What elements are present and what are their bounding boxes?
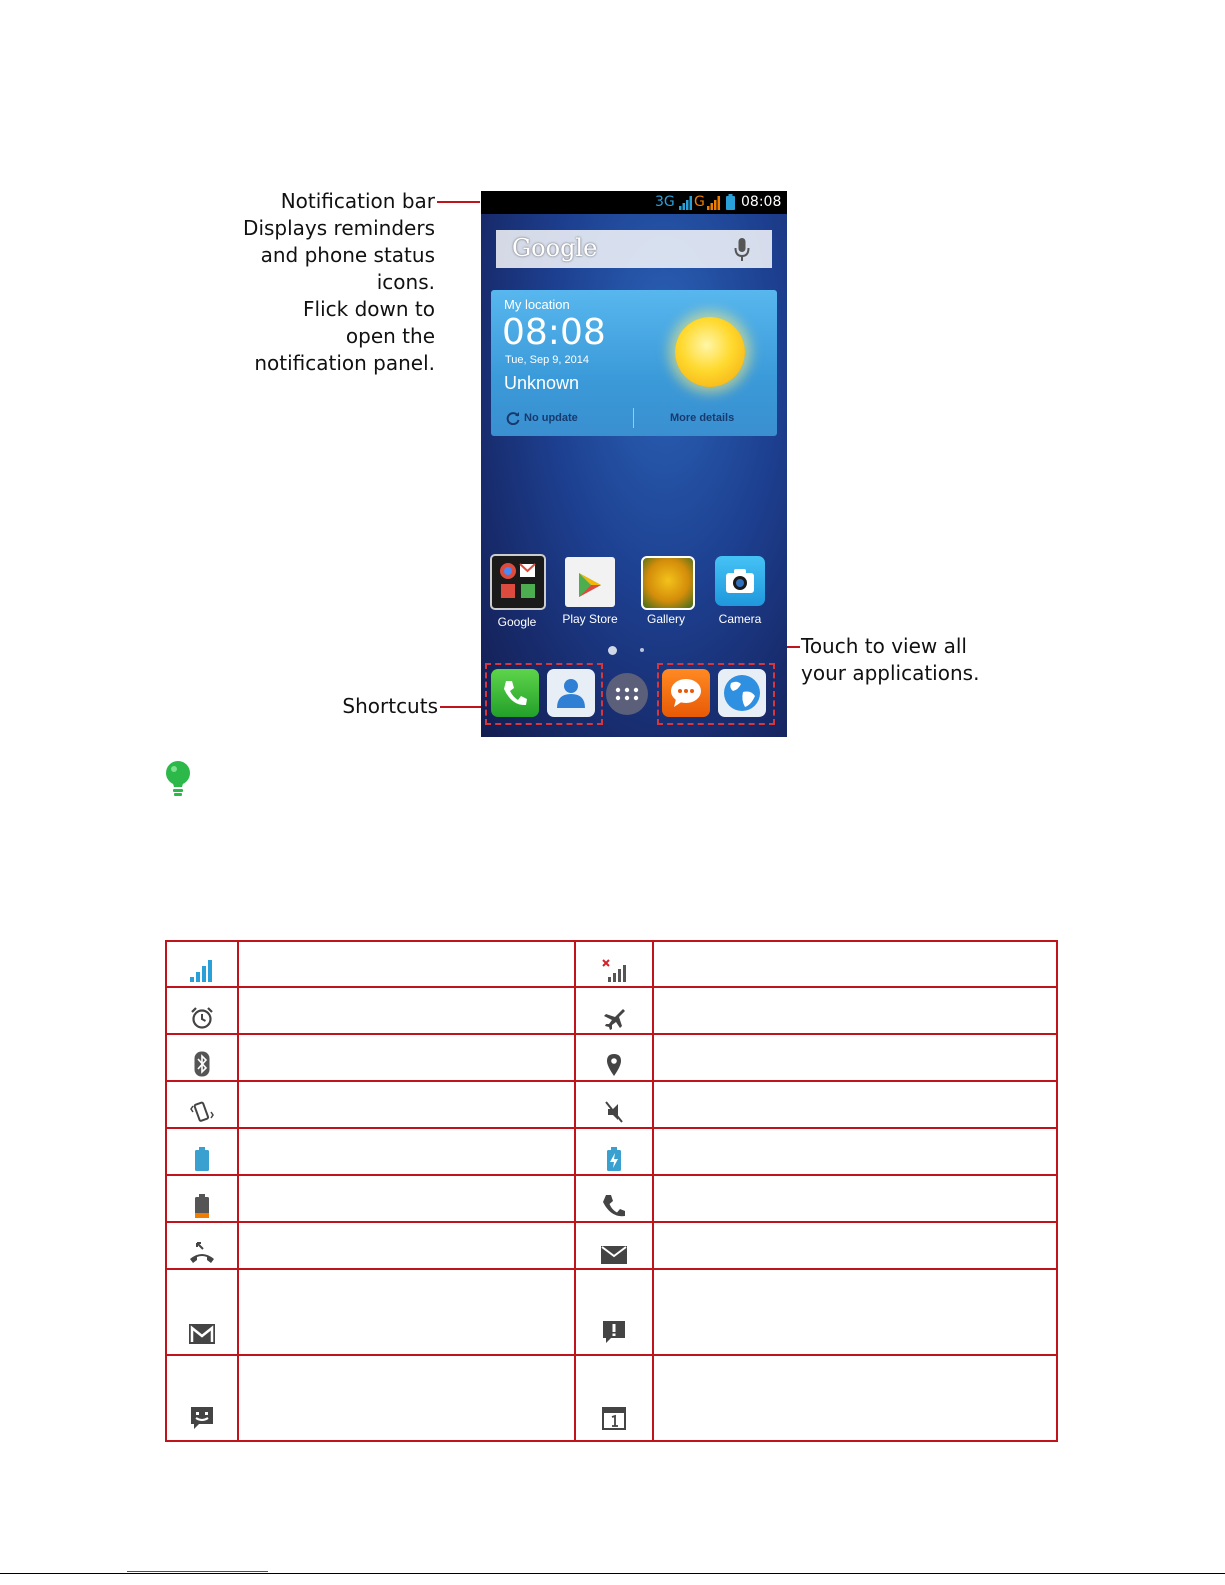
phone-app-icon[interactable] (491, 669, 539, 717)
play-store-icon[interactable] (565, 557, 615, 607)
all-apps-callout (801, 633, 991, 687)
icon-cell (575, 987, 653, 1034)
icon-cell (166, 987, 238, 1034)
icon-cell (575, 1222, 653, 1269)
status-time: 08:08 (741, 194, 782, 210)
icon-cell (575, 941, 653, 987)
icon-cell (166, 1222, 238, 1269)
notification-bar[interactable] (481, 191, 787, 214)
description-cell (238, 987, 575, 1034)
callout-line: Flick down to (303, 297, 435, 321)
person-icon (557, 677, 585, 709)
description-cell (238, 1175, 575, 1222)
icon-cell (166, 941, 238, 987)
contacts-app-icon[interactable] (547, 669, 595, 717)
notification-leader-line (437, 201, 480, 203)
silent-mode-icon (604, 1100, 624, 1124)
description-cell (238, 1355, 575, 1441)
weather-location-label: My location (504, 297, 570, 312)
camera-lens-icon (726, 569, 754, 593)
app-label-gallery: Gallery (646, 612, 685, 626)
description-cell (238, 1034, 575, 1081)
refresh-icon[interactable] (506, 411, 520, 425)
speech-bubble-icon (670, 678, 702, 708)
messaging-app-icon[interactable] (662, 669, 710, 717)
battery-full-icon (195, 1147, 209, 1171)
notification-bar-callout (230, 188, 435, 377)
callout-line: Displays reminders (243, 216, 435, 240)
airplane-mode-icon (602, 1006, 626, 1030)
microphone-icon[interactable] (734, 238, 750, 262)
table-row (166, 1355, 1057, 1441)
gallery-icon[interactable] (641, 556, 695, 610)
app-label-camera: Camera (718, 612, 762, 626)
vibrate-mode-icon (190, 1100, 214, 1124)
signal-icon (707, 196, 721, 210)
weather-clock: 08:08 (502, 312, 606, 353)
handset-icon (502, 679, 528, 707)
phone-screen (481, 191, 787, 737)
google-apps-icon (498, 561, 538, 601)
app-drawer-icon (615, 687, 639, 701)
icon-cell (166, 1175, 238, 1222)
description-cell (653, 1175, 1057, 1222)
battery-icon (726, 194, 735, 210)
description-cell (238, 1128, 575, 1175)
table-row (166, 1034, 1057, 1081)
weather-more-details-link[interactable]: More details (670, 412, 735, 424)
icon-cell (166, 1081, 238, 1128)
bluetooth-icon (194, 1051, 210, 1077)
description-cell (653, 1222, 1057, 1269)
message-error-icon (602, 1320, 626, 1344)
shortcuts-leader-line (440, 706, 486, 708)
description-cell (653, 987, 1057, 1034)
weather-widget[interactable] (491, 290, 777, 436)
weather-date: Tue, Sep 9, 2014 (505, 354, 589, 366)
description-cell (653, 1034, 1057, 1081)
google-folder-icon[interactable] (490, 554, 546, 610)
notification-bar-title: Notification bar (280, 189, 435, 213)
all-apps-button[interactable] (606, 673, 648, 715)
callout-line: icons. (376, 270, 435, 294)
icon-cell (166, 1034, 238, 1081)
page-indicator[interactable] (640, 648, 644, 652)
new-message-icon (190, 1406, 214, 1430)
table-row (166, 1222, 1057, 1269)
weather-update-status: No update (524, 412, 578, 424)
table-row (166, 941, 1057, 987)
tip-lightbulb-icon (165, 761, 191, 797)
description-cell (653, 1128, 1057, 1175)
battery-low-icon (195, 1194, 209, 1218)
callout-line: notification panel. (254, 351, 435, 375)
description-cell (653, 1269, 1057, 1355)
callout-line: your applications. (801, 661, 980, 685)
weather-divider (633, 408, 634, 428)
description-cell (653, 1081, 1057, 1128)
app-label-google: Google (497, 615, 537, 629)
calendar-event-icon (602, 1406, 626, 1430)
description-cell (653, 941, 1057, 987)
app-label-play-store: Play Store (562, 612, 618, 626)
icon-cell (575, 1034, 653, 1081)
new-gmail-icon (189, 1324, 215, 1344)
icon-cell (575, 1175, 653, 1222)
no-signal-icon (602, 959, 626, 983)
signal-strength-icon (189, 959, 215, 983)
icon-cell (575, 1355, 653, 1441)
description-cell (238, 1222, 575, 1269)
table-row (166, 1269, 1057, 1355)
google-search-bar[interactable] (496, 230, 772, 268)
callout-line: and phone status (260, 243, 435, 267)
description-cell (653, 1355, 1057, 1441)
table-row (166, 1128, 1057, 1175)
battery-charging-icon (607, 1147, 621, 1171)
browser-app-icon[interactable] (718, 669, 766, 717)
globe-icon (723, 674, 761, 712)
icon-cell (575, 1128, 653, 1175)
description-cell (238, 941, 575, 987)
google-logo: Google (512, 234, 598, 262)
location-icon (606, 1053, 622, 1077)
icon-cell (166, 1128, 238, 1175)
weather-place: Unknown (504, 373, 580, 393)
network-3g-label: 3G (655, 194, 675, 210)
signal-icon (679, 196, 693, 210)
callout-line: open the (345, 324, 435, 348)
callout-line: Touch to view all (801, 634, 967, 658)
icon-cell (166, 1355, 238, 1441)
alarm-icon (190, 1006, 214, 1030)
camera-icon[interactable] (715, 556, 765, 606)
status-icon-table (165, 940, 1058, 1442)
page-indicator-active[interactable] (608, 646, 617, 655)
network-g-label: G (694, 194, 705, 210)
footer-rule (0, 1573, 1225, 1574)
description-cell (238, 1269, 575, 1355)
play-triangle-icon (577, 571, 603, 599)
table-row (166, 987, 1057, 1034)
icon-cell (575, 1269, 653, 1355)
icon-cell (575, 1081, 653, 1128)
new-email-icon (601, 1245, 627, 1265)
footer-link-underline[interactable] (127, 1571, 268, 1572)
missed-call-icon (189, 1241, 215, 1265)
table-row (166, 1175, 1057, 1222)
shortcuts-callout: Shortcuts (342, 694, 438, 718)
sun-icon (675, 317, 745, 387)
table-row (166, 1081, 1057, 1128)
description-cell (238, 1081, 575, 1128)
call-in-progress-icon (602, 1194, 626, 1218)
icon-cell (166, 1269, 238, 1355)
